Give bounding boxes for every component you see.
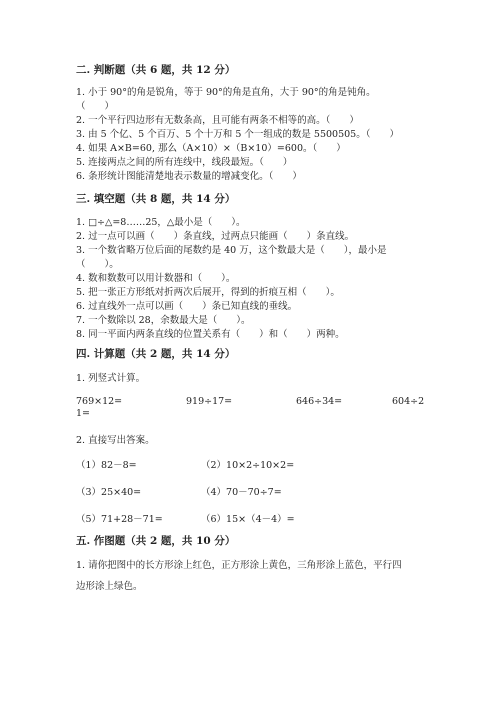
judgement-item: 3. 由 5 个亿、5 个百万、5 个十万和 5 个一组成的数是 5500505。（ ） xyxy=(76,129,399,140)
fill-item: 6. 过直线外一点可以画（ ）条已知直线的垂线。 xyxy=(76,301,298,312)
fill-item: 7. 一个数除以 28，余数最大是（ ）。 xyxy=(76,315,251,326)
direct-answer-item: （1）82－8= xyxy=(76,460,137,471)
fill-item: 3. 一个数省略万位后面的尾数约是 40 万，这个数最大是（ ），最小是 xyxy=(76,245,387,256)
section-heading-judgement: 二. 判断题（共 6 题，共 12 分） xyxy=(76,64,236,76)
direct-answer-item: （4）70－70÷7= xyxy=(201,487,282,498)
judgement-item: 6. 条形统计图能清楚地表示数量的增减变化。（ ） xyxy=(76,171,302,182)
direct-answer-item: （3）25×40= xyxy=(76,487,142,498)
fill-item-continued: （ ）。 xyxy=(76,259,119,270)
fill-item: 8. 同一平面内两条直线的位置关系有（ ）和（ ）两种。 xyxy=(76,329,345,340)
calc-expression-wrap: 1= xyxy=(76,408,91,419)
calc-question-2: 2. 直接写出答案。 xyxy=(76,435,155,446)
fill-item: 2. 过一点可以画（ ）条直线，过两点只能画（ ）条直线。 xyxy=(76,231,355,242)
fill-item: 5. 把一张正方形纸对折两次后展开，得到的折痕互相（ ）。 xyxy=(76,287,340,298)
calc-question-1: 1. 列竖式计算。 xyxy=(76,373,146,384)
calc-expression: 604÷2 xyxy=(392,396,425,407)
calc-expression: 769×12= xyxy=(76,396,123,407)
calc-expression: 646÷34= xyxy=(296,396,343,407)
drawing-question-line: 1. 请你把图中的长方形涂上红色，正方形涂上黄色，三角形涂上蓝色，平行四 xyxy=(76,560,402,571)
judgement-item: 5. 连接两点之间的所有连线中，线段最短。（ ） xyxy=(76,157,293,168)
section-heading-calculation: 四. 计算题（共 2 题，共 14 分） xyxy=(76,348,236,360)
judgement-item-answer: （ ） xyxy=(76,101,115,112)
section-heading-fill-blank: 三. 填空题（共 8 题，共 14 分） xyxy=(76,193,236,205)
calc-expression: 919÷17= xyxy=(186,396,233,407)
direct-answer-item: （6）15×（4－4）= xyxy=(201,514,295,525)
fill-item: 4. 数和数数可以用计数器和（ ）。 xyxy=(76,273,236,284)
judgement-item: 4. 如果 A×B=60, 那么（A×10）×（B×10）=600。（ ） xyxy=(76,143,346,154)
fill-item: 1. □÷△=8……25，△最小是（ ）。 xyxy=(76,217,246,228)
judgement-item: 2. 一个平行四边形有无数条高，且可能有两条不相等的高。（ ） xyxy=(76,115,359,126)
section-heading-drawing: 五. 作图题（共 2 题，共 10 分） xyxy=(76,535,236,547)
direct-answer-item: （2）10×2÷10×2= xyxy=(201,460,295,471)
direct-answer-item: （5）71+28－71= xyxy=(76,514,163,525)
judgement-item: 1. 小于 90°的角是锐角，等于 90°的角是直角，大于 90°的角是钝角。 xyxy=(76,87,376,98)
drawing-question-line: 边形涂上绿色。 xyxy=(76,581,143,592)
